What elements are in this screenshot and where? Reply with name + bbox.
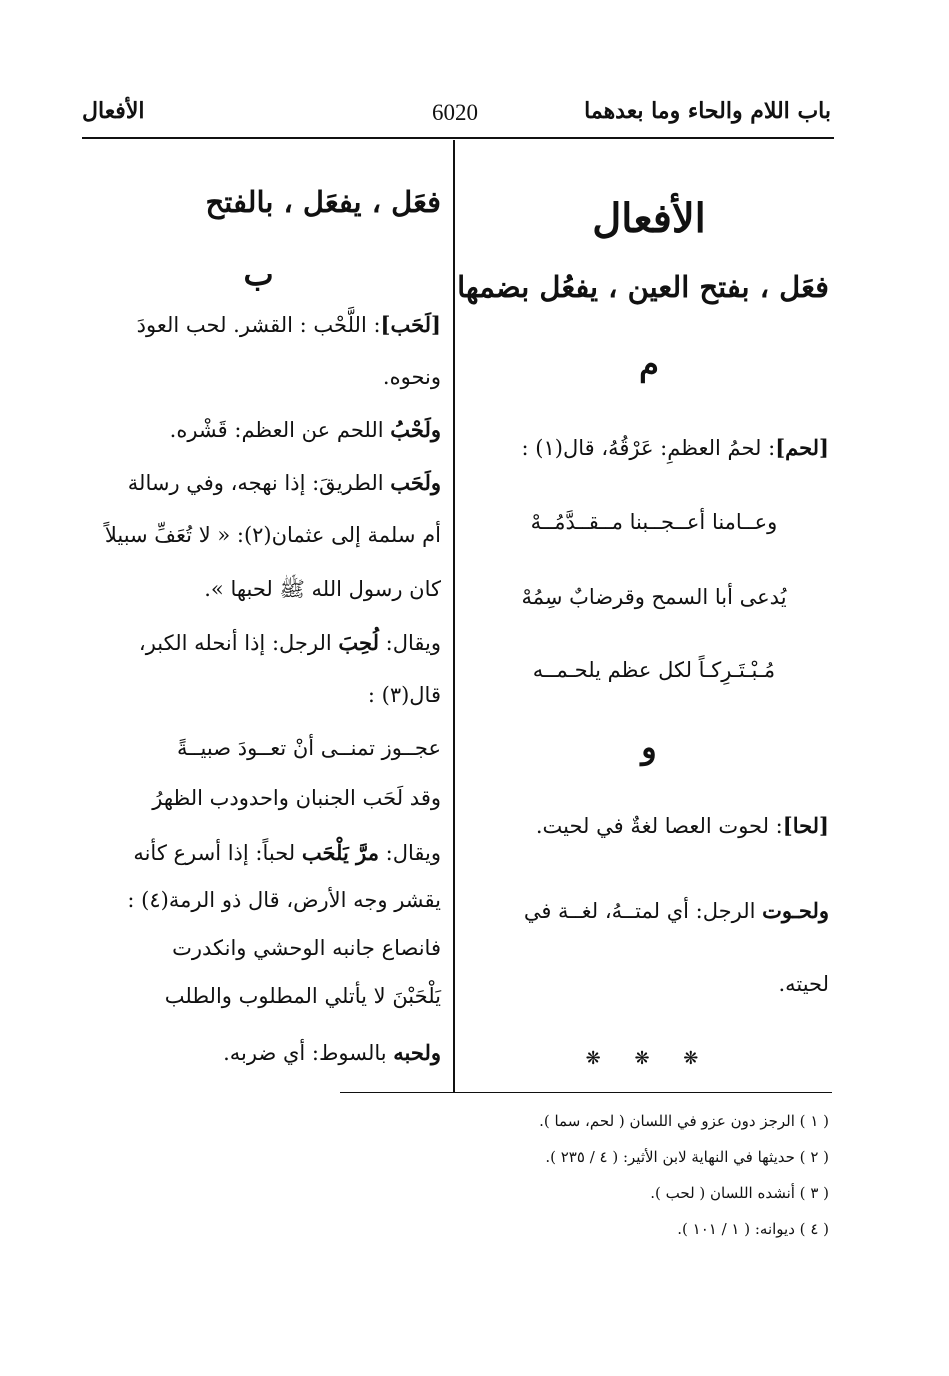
entry-line-3-text: اللحم عن العظم: قَشْره.	[169, 418, 391, 442]
entry-line-4	[128, 470, 441, 495]
header-rule	[82, 137, 834, 139]
footnote-3: ( ٣ ) أنشده اللسان ( لحب ).	[650, 1184, 829, 1202]
entry-line-11	[223, 1040, 441, 1065]
footnote-2: ( ٢ ) حديثها في النهاية لابن الأثير: ( ٤ / ٢٣٥ ).	[545, 1148, 829, 1166]
chapter-title: باب اللام والحاء وما بعدهما	[584, 98, 831, 124]
left-column-subtitle: فعَل ، يفعَل ، بالفتح	[205, 185, 441, 219]
entry-lahab-line-2: ونحوه.	[382, 365, 441, 389]
entry-line-8: قال(٣) :	[367, 683, 441, 707]
entry-line-7	[139, 630, 441, 655]
letter-waw: و	[641, 728, 657, 766]
verse-line-d: يَلْحَبْنَ لا يأتلي المطلوب والطلب	[164, 984, 441, 1008]
entry-lahm	[522, 435, 829, 460]
right-column-subtitle: فعَل ، بفتح العين ، يفعُل بضمها	[457, 270, 829, 304]
entry-line-6: كان رسول الله ﷺ لحبها ».	[204, 577, 441, 601]
entry-line-4-text: الطريقَ: إذا نهجه، وفي رسالة	[127, 471, 391, 495]
footnote-rule	[340, 1092, 832, 1093]
entry-lahwt-continuation: لحيته.	[778, 972, 829, 996]
headword-lahbu: ولَحْبُ	[390, 417, 441, 442]
entry-line-9	[133, 840, 441, 865]
entry-lahwt-text: الرجل: أي لمتــهُ، لغــة في	[523, 899, 763, 923]
entry-line-7-text: الرجل: إذا أنحله الكبر،	[138, 631, 339, 655]
letter-meem: م	[639, 345, 659, 383]
entry-line-9-text: لحباً: إذا أسرع كأنه	[133, 841, 302, 865]
column-divider	[453, 140, 455, 1092]
entry-lahwt	[524, 898, 829, 923]
footnote-4: ( ٤ ) ديوانه: ( ١ / ١٠١ ).	[677, 1220, 829, 1238]
entry-lahm-text: : لحمُ العظمِ: عَرْقُهُ، قال(١) :	[521, 436, 776, 460]
entry-lahab-text: : اللَّحْب : القشر. لحب العودَ	[136, 313, 381, 337]
entry-laha-headword: [لحا]	[782, 813, 829, 838]
entry-line-5: أم سلمة إلى عثمان(٢): « لا تُعَفِّ سبيلاً	[104, 523, 441, 547]
verse-line-b: وقد لَحَب الجنبان واحدودب الظهرُ	[152, 786, 441, 810]
verse-line-1: وعــامنا أعــجــبنا مــقــدَّمُــهْ	[530, 510, 778, 534]
headword-luhiba: لُحِبَ	[338, 630, 379, 655]
headword-yalhab: مرَّ يَلْحَب	[301, 840, 379, 865]
entry-lahm-headword: [لحم]	[775, 435, 829, 460]
entry-laha-text: : لحوت العصا لغةٌ في لحيت.	[535, 814, 783, 838]
entry-lahab-headword: [لَحَب]	[380, 312, 441, 337]
verse-line-3: مُـبْـتَـرِكـاً لكل عظم يلحـمــه	[532, 658, 776, 682]
entry-laha	[536, 813, 829, 838]
section-title: الأفعال	[82, 98, 145, 124]
entry-lahab-line-1	[137, 312, 441, 337]
entry-line-9-prefix: ويقال:	[378, 841, 441, 865]
footnote-1: ( ١ ) الرجز دون عزو في اللسان ( لحم، سما ).	[539, 1112, 829, 1130]
verse-line-c: فانصاع جانبه الوحشي وانكدرت	[172, 936, 441, 960]
verse-line-a: عجــوز تمنــى أنْ تعــودَ صبيــةً	[176, 736, 441, 760]
entry-line-10: يقشر وجه الأرض، قال ذو الرمة(٤) :	[127, 888, 441, 912]
section-end-stars: ❋ ❋ ❋	[585, 1048, 713, 1069]
entry-line-7-prefix: ويقال:	[378, 631, 441, 655]
right-column-title: الأفعال	[592, 195, 706, 242]
page-number: 6020	[432, 100, 478, 125]
entry-line-3	[170, 417, 441, 442]
verse-line-2: يُدعى أبا السمح وقرضابٌ سِمُهْ	[521, 585, 787, 609]
headword-lahaba: ولَحَب	[390, 470, 441, 495]
letter-ba: ب	[243, 255, 274, 293]
entry-lahwt-headword: ولحـوت	[762, 898, 829, 923]
entry-line-11-text: بالسوط: أي ضربه.	[223, 1041, 394, 1065]
headword-lahabahu: ولحبه	[393, 1040, 441, 1065]
